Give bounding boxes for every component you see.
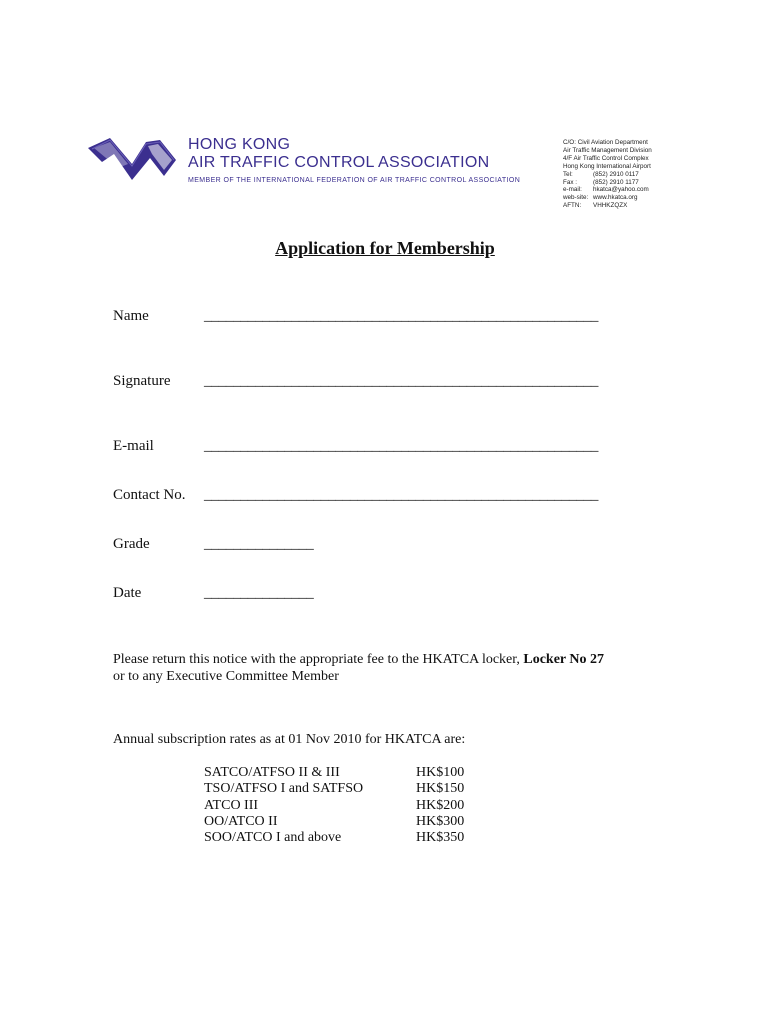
web-label: web-site: xyxy=(563,194,589,202)
contact-email xyxy=(563,186,652,194)
notice-text: Please return this notice with the appropriate fee to the HKATCA locker, xyxy=(113,652,524,667)
org-name-block xyxy=(188,136,520,186)
name-input-line[interactable]: ______________________________________________________ xyxy=(204,308,599,324)
contact-address-2: 4/F Air Traffic Control Complex xyxy=(563,154,649,162)
rate-row xyxy=(204,814,484,830)
rate-grade: ATCO III xyxy=(204,797,259,813)
fax-label: Fax : xyxy=(563,178,577,186)
rate-price: HK$100 xyxy=(416,765,465,780)
email-form-label: E-mail xyxy=(113,438,154,454)
grade-input-line[interactable]: _______________ xyxy=(204,536,314,552)
rate-grade: TSO/ATFSO I and SATFSO xyxy=(204,781,364,797)
rate-price: HK$150 xyxy=(416,781,465,797)
contact-address-3: Hong Kong International Airport xyxy=(563,162,651,170)
email-form-field xyxy=(113,438,633,458)
contact-web xyxy=(563,194,652,202)
date-field xyxy=(113,585,633,605)
date-label: Date xyxy=(113,585,142,601)
rate-row xyxy=(204,830,484,846)
membership-note: MEMBER OF THE INTERNATIONAL FEDERATION OF AIR TRAFFIC CONTROL ASSOCIATION xyxy=(188,177,521,184)
grade-field xyxy=(113,536,633,556)
name-label: Name xyxy=(113,308,149,324)
contact-no-input-line[interactable]: ______________________________________________________ xyxy=(204,487,599,503)
contact-co: C/O: Civil Aviation Department xyxy=(563,139,648,146)
contact-tel xyxy=(563,171,652,179)
contact-no-field xyxy=(113,487,633,507)
rate-price: HK$200 xyxy=(416,797,465,813)
aftn-label: AFTN: xyxy=(563,202,582,210)
contact-fax xyxy=(563,179,652,187)
notice-text-2: or to any Executive Committee Member xyxy=(113,669,339,684)
rate-price: HK$350 xyxy=(416,830,465,846)
rate-grade: OO/ATCO II xyxy=(204,813,278,829)
rate-price: HK$300 xyxy=(416,813,465,829)
contact-address-1: Air Traffic Management Division xyxy=(563,146,652,154)
signature-label: Signature xyxy=(113,373,171,389)
date-input-line[interactable]: _______________ xyxy=(204,585,314,601)
contact-block xyxy=(563,139,652,210)
aftn-value: VHHKZQZX xyxy=(593,202,628,210)
rate-grade: SATCO/ATFSO II & III xyxy=(204,765,340,780)
signature-field xyxy=(113,373,633,393)
association-logo xyxy=(88,136,176,182)
email-label: e-mail: xyxy=(563,186,582,194)
org-name-line2: AIR TRAFFIC CONTROL ASSOCIATION xyxy=(188,154,490,171)
tel-label: Tel: xyxy=(563,170,573,178)
grade-label: Grade xyxy=(113,536,150,552)
rates-table xyxy=(204,765,484,846)
form-title: Application for Membership xyxy=(275,238,495,258)
name-field xyxy=(113,308,633,328)
rate-row xyxy=(204,798,484,814)
contact-aftn xyxy=(563,202,652,210)
contact-no-label: Contact No. xyxy=(113,487,186,503)
rates-intro: Annual subscription rates as at 01 Nov 2010 for HKATCA are: xyxy=(113,732,466,747)
web-value: www.hkatca.org xyxy=(593,194,638,202)
email-input-line[interactable]: ______________________________________________________ xyxy=(204,438,599,454)
rate-row xyxy=(204,781,484,797)
org-name-line1: HONG KONG xyxy=(188,136,291,153)
return-notice xyxy=(113,651,673,685)
rate-row xyxy=(204,765,484,781)
rate-grade: SOO/ATCO I and above xyxy=(204,830,342,846)
fax-value: (852) 2910 1177 xyxy=(593,178,639,186)
email-value: hkatca@yahoo.com xyxy=(593,186,649,194)
tel-value: (852) 2910 0117 xyxy=(593,170,639,178)
signature-input-line[interactable]: ______________________________________________________ xyxy=(204,373,599,389)
locker-number: Locker No 27 xyxy=(523,652,604,667)
